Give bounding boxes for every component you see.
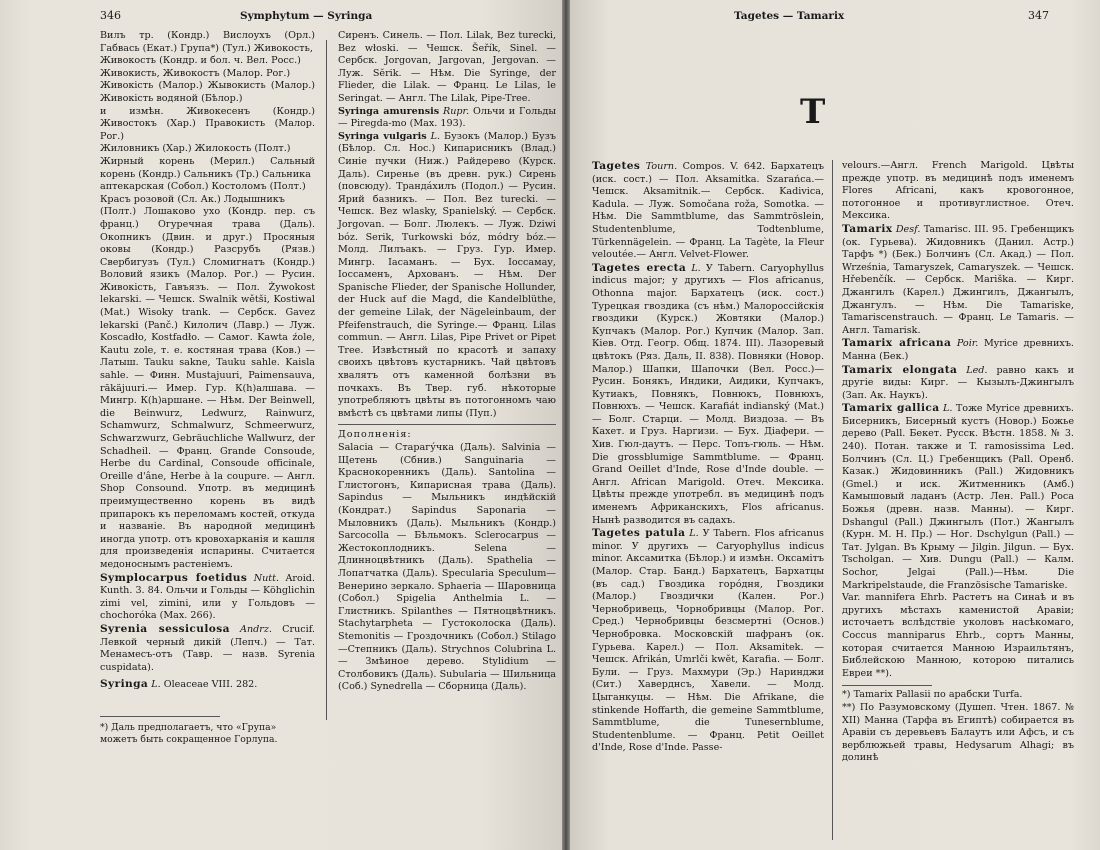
additions-text: Salacia — Старагу́чка (Даль). Salvinia — Щетень (Сбнив.) Sanguinaria — Краснокоренникъ (Даль). Santolina — Глистогонъ, Кипарисная трава (Даль). Sapindus — Мыльникъ индѣйскiй (Кондрат.) Sapindus Saponaria — Мыловникъ (Даль). Мыльникъ (Кондр.) Sarcocolla — Бѣльмокъ. Sclerocarpus — Жестокоплодникъ. Selena — Длинноцвѣтникъ (Даль). Spathelia — Лопатчатка (Даль). Specularia Speculum—Венерино зеркало. Sphaeria — Шаровница (Собол.) Spigelia Anthelmia L. — Глистникъ. Spilanthes — Пятноцвѣтникъ. Stachytarpheta — Густоколоска (Даль). Stemonitis — Гроздочникъ (Собол.) Stilago—Степникъ (Даль). Strychnos Colubrina L. — Змѣиное дерево. Stylidium — Столбовикъ (Даль). Subularia — Шильница (Соб.) Synedrella — Сборница (Даль). [338, 442, 556, 693]
running-head: Tagetes — Tamarix [734, 10, 845, 22]
symphytum-synonyms: и измѣн. Живокесенъ (Кондр.) Живостокъ (Хар.) Правокисть (Малор. Рог.) [100, 105, 315, 142]
entry-author: L. [689, 528, 699, 540]
dictionary-entry [100, 623, 315, 674]
dictionary-entry [842, 337, 1074, 363]
entry-text: Var. mannifera Ehrb. Растетъ на Синаѣ и въ другихъ мѣстахъ каменистой Аравiи; источаетъ вслѣдствiе уколовъ насѣкомаго, Coccus manniparus Ehrb., сортъ Манны, которая считается Манною Израильтянъ, Библейскою Манною, которою питались Евреи **). [842, 592, 1074, 679]
symphytum-synonyms: Жирный корень (Мерил.) Сальный корень (Кондр.) Сальникъ (Тр.) Сальника [100, 155, 315, 180]
entry-author: Desf. [895, 223, 921, 235]
entry-headword: Tagetes erecta [592, 261, 687, 274]
symphytum-synonyms: Живокисть, Живокостъ (Малор. Рог.) [100, 67, 291, 79]
column-rule [326, 40, 327, 720]
entry-text: Tamarisc. III. 95. Гребенщикъ (ок. Гурьева). Жидовникъ (Данил. Астр.) Тарфъ *) (Бек.) Болчинъ (Сл. Акад.) — Пол. Września, Tamaryszek, Camaryszek. — Чешск. Hřebenčík. — Сербск. Mariška. — Кирг. Джангилъ (Карел.) Джингилъ, Джангылъ, Джангулъ. — Нѣм. Die Tamariske, Tamariscenstrauch. — Франц. Le Tamaris. — Англ. Tamarisk. [842, 223, 1074, 336]
dictionary-entry [842, 223, 1074, 337]
footnote-rule [842, 685, 932, 686]
entry-author: L. [430, 130, 441, 142]
right-column-1 [592, 160, 824, 755]
entry-text: Crucif. Левкой черный дикiй (Лепч.) — Тат. Менамесъ-отъ (Тавр. — назв. Syrenia cuspidata). [100, 623, 315, 673]
right-column-2 [842, 160, 1074, 765]
footnote-text: *) Даль предполагаетъ, что «Група» можетъ быть сокращенное Горлупа. [100, 722, 278, 745]
dictionary-entry [592, 160, 824, 262]
entry-headword: Tagetes [592, 160, 641, 172]
footnote-text: **) По Разумовскому (Душеп. Чтен. 1867. № XII) Манна (Тарфа въ Египтѣ) собирается въ Аравiи съ деревьевъ Балаутъ или Афсъ, и съ верблюжьей травы, Hedysarum Alhagi; въ долинѣ [842, 701, 1074, 764]
tagetes-continuation: velours.—Англ. French Marigold. Цвѣты прежде употр. въ медицинѣ подъ именемъ Flores Africani, какъ кровогонное, потогонное и противуглистное. Отеч. Мексика. [842, 160, 1074, 222]
dictionary-entry [100, 572, 315, 623]
entry-headword: Tamarix [842, 222, 893, 235]
dictionary-entry [842, 402, 1074, 592]
entry-text: Oleaceae VIII. 282. [163, 679, 258, 691]
entry-headword: Syringa amurensis [338, 105, 440, 117]
entry-headword: Tamarix africana [842, 337, 952, 350]
dictionary-entry [592, 527, 824, 755]
entry-text: Myrice древнихъ. Манна (Бек.) [842, 338, 1074, 362]
entry-author: Led. [966, 364, 988, 376]
entry-author: Andrz. [240, 623, 272, 635]
entry-text: Тоже Myrice древнихъ. Бисерникъ, Бисерный кустъ (Новор.) Божье дерево (Pall. Бекет. Русск. Вѣстн. 1858. № 3. 240). Потан. также и T. ramosissima Led. Болчинъ (Сл. Ц.) Гребенщикъ (Pall. Оренб. Казак.) Жидовинникъ (Pall.) Жидовникъ (Gmel.) и иск. Житменникъ (Амб.) Камышовый ладанъ (Астр. Лен. Pall.) Роса Божья (древн. назв. Манны). — Кирг. Dshangul (Pall.) Джингылъ (Пот.) Жангылъ (Курн. М. Н. Пр.) — Ног. Dschylgun (Pall.) — Тат. Jylgan. Въ Крыму — Jilgin. Jilgun. — Бух. Tscholgan. — Хив. Dungu (Pall.) — Калм. Sochor, Jelgai (Pall.)—Нѣм. Die Markripelstaude, die Französische Tamariske. [842, 403, 1074, 591]
additions-heading: Дополненiя: [338, 429, 412, 441]
symphytum-synonyms: Красъ розовой (Сл. Ак.) Лодышникъ [100, 193, 285, 205]
entry-text: Бузокъ (Малор.) Бузъ (Бѣлор. Сл. Нос.) Кипарисникъ (Влад.) Синiе пучки (Ниж.) Райдерево (Курск. Даль). Сиренье (въ древн. рук.) Сирень (повсюду). Транда́хилъ (Подол.) — Русин. Ярий базникъ. — Пол. Bez turecki. — Чешск. Bez wlasky, Spanielský. — Сербск. Jorgovan. — Болг. Люлекъ. — Луж. Dziwi bóz. Serik, Turkowski bóz, módry bóz.— Молд. Лилъакъ. — Груз. Гур. Имер. Мингр. Iасаманъ. — Бух. Iоссамау, Iоссаменъ, Архованъ. — Нѣм. Der Spanische Flieder, der Spanische Hollunder, der Huck auf die Magd, die Kandelblüthe, der gemeine Lilak, der Nägeleinbaum, der Pfeifenstrauch, die Syringe.— Франц. Lilas commun. — Англ. Lilas, Pipe Privet or Pipet Tree. Извѣстный по красотѣ и запаху своихъ цвѣтовъ кустарникъ. Чай цвѣтовъ хвалятъ отъ каменной болѣзни въ почкахъ. Въ Твер. губ. нѣкоторые употребляютъ цвѣты въ потогонномъ чаю вмѣстѣ съ цвѣтами липы (Пуп.) [338, 130, 556, 419]
symphytum-synonyms: Живокiсть (Малор.) Жывокисть (Малор.) Живокiсть водяной (Бѣлор.) [100, 80, 315, 104]
entry-headword: Syrenia sessiculosa [100, 622, 230, 635]
entry-text: Aroid. Kunth. 3. 84. Ольчи и Гольды — Köhglichin zimi vel, zimini, или у Гольдовъ — chochoróka (Max. 266). [100, 572, 315, 622]
footnote-text: *) Tamarix Pallasii по арабски Turfa. [842, 689, 1023, 701]
entry-text: У Tabern. Caryophyllus indicus major; у другихъ — Flos africanus, Othonna major. Бархатецъ (иск. сост.) Турецкая гвоздика (съ нѣм.) Малороссiйскiя гвоздики (Курск.) Жовтяки (Малор.) Купчакъ (Малор. Рог.) Купчик (Малор. Зап. Кiев. Отд. Геогр. Общ. 1874. III). Лазоревый цвѣтокъ (Ряз. Даль, II. 838). Повняки (Новор. Малор.) Шапки, Шапочки (Вел. Росс.)—Русин. Бонякъ, Индики, Аидики, Купчакъ, Кутиакъ, Повнякъ, Повнюкъ, Повнюхъ, Повнюхъ. — Чешск. Karafiát indianský (Mat.) — Болг. Старци. — Молд. Виздоза. — Въ Кахет. и Груз. Наргизи. — Бух. Дiафери. — Хив. Гюл-даутъ. — Перс. Топъ-гюль. — Нѣм. Die grossblumige Sammtblume. — Франц. Grand Oeillet d'Inde, Rose d'Inde double. — Англ. African Marigold. Отеч. Мексика. Цвѣты прежде употребл. въ медицинѣ подъ именемъ Африканскихъ, Flos africanus. Нынѣ разводится въ садахъ. [592, 262, 824, 526]
entry-author: Poir. [956, 338, 979, 350]
entry-text: У Tabern. Flos africanus minor. У другихъ — Caryophyllus indicus minor. Аксамитка (Бѣлор.) и измѣн. Оксамiтъ (Малор. Стар. Банд.) Бархатецъ, Бархатцы (въ сад.) Гвоздика горо́дня, Гвоздики (Малор.) Гвоздички (Кален. Рог.) Чернобривець, Чорнобривцы (Малор. Рог. Сред.) Чернобривцы безсмертні (Основ.) Чернобровка. Московскiй шафранъ (ок. Гурьева. Карел.) — Пол. Aksamitek. — Чешск. Afrikán, Umrlči kwĕt, Karafia. — Болг. Були. — Груз. Махмури (Эр.) Наринджи (Сит.) Хаверднсъ, Хавели. — Молд. Цыганкуцы. — Нѣм. Die Afrikane, die stinkende Hoffarth, die gemeine Sammtblume, Sammtblume, die Tunesernblume, Studentenblume. — Франц. Petit Oeillet d'Inde, Rose d'Inde. Passe- [592, 528, 824, 754]
dictionary-entry [592, 262, 824, 527]
symphytum-synonyms: (Полт.) Лошаково ухо (Кондр. пер. съ франц.) Огуречная трава (Даль). Окопникъ (Двин. и друг.) Просяныя оковы (Кондр.) Разсрубъ (Рязв.) Свербигузъ (Тул.) Сломигнатъ (Кондр.) Воловий язикъ (Малор. Рог.) — Русин. Живокiсть, Гавъязъ. — Пол. Żywokost lekarski. — Чешск. Swalnik wětši, Kostiwal (Mat.) Wisoky trank. — Сербск. Gavez lekarski (Panč.) Килолич (Лавр.) — Луж. Koscadło, Kostfadło. — Самог. Kawta źole, Kautu zole, т. е. костяная трава (Ков.) — Латыш. Tauku sakne, Tauku sahle. Kaisla sahle. — Финн. Mustajuuri, Paimensauva, rākäjuuri.— Имер. Гур. К(h)алшава. — Мингр. К(h)аршане. — Нѣм. Der Beinwell, die Beinwurz, Ledwurz, Rainwurz, Schamwurz, Schmalwurz, Schmeerwurz, Schwarzwurz, Gebräuchliche Wallwurz, der Schadheil. — Франц. Grande Consoude, Herbe du Cardinal, Consoude officinale, Oreille d'âne, Herbe à la coupure. — Англ. Shop Consound. Употр. въ медицинѣ преимущественно корень въ видѣ припарокъ къ переломамъ костей, откуда и названiе. Въ народной медицинѣ иногда употр. отъ кровохарканiя и кашля для произведенiя испарины. Считается медоноснымъ растенiемъ. [100, 206, 315, 570]
symphytum-synonyms: аптекарская (Собол.) Костоломъ (Полт.) [100, 181, 306, 193]
dictionary-entry [100, 678, 315, 692]
left-column-1 [100, 30, 315, 692]
entry-author: L. [691, 262, 701, 274]
page-number: 347 [1028, 9, 1049, 22]
footnote [100, 722, 315, 746]
dictionary-entry [842, 592, 1074, 680]
entry-headword: Tagetes patula [592, 527, 686, 540]
entry-author: Tourn. [645, 161, 678, 172]
column-rule [832, 160, 833, 840]
entry-headword: Symplocarpus foetidus [100, 571, 248, 584]
section-letter: T [800, 92, 826, 132]
entry-text: Ольчи и Гольды — Piregda-mo (Max. 193). [338, 105, 556, 130]
running-head: Symphytum — Syringa [240, 10, 373, 22]
entry-author: L. [151, 679, 161, 691]
right-page [570, 0, 1100, 850]
page-number: 346 [100, 9, 121, 22]
dictionary-entry [338, 106, 556, 131]
entry-headword: Tamarix elongata [842, 363, 958, 376]
entry-text: равно какъ и другiе виды: Кирг. — Кызылъ-Джингылъ (Зап. Ак. Наукъ). [842, 364, 1074, 401]
entry-author: L. [943, 403, 953, 415]
entry-author: Nutt. [253, 572, 280, 584]
entry-headword: Syringa vulgaris [338, 130, 427, 142]
left-column-2 [338, 30, 556, 694]
entry-text: Compos. V. 642. Бархатецъ (иск. сост.) — Пол. Aksamitka. Szarańca.— Чешск. Aksamitnik.— Сербск. Kadivica, Kadula. — Луж. Somočana roža, Somotka. — Нѣм. Die Sammtblume, das Sammtröslein, Studentenblume, Todtenblume, Türkennägelein. — Франц. La Tagète, la Fleur veloutée.— Англ. Velvet-Flower. [592, 161, 824, 261]
syringa-synonyms: Сиренъ. Синель. — Пол. Lilak, Bez turecki, Bez włoski. — Чешск. Šeřík, Sinel. — Сербск. Jorgovan, Jargovan, Jergovan. — Луж. Sĕrik. — Нѣм. Die Syringe, der Flieder, die Lilak. — Франц. Le Lilas, le Seringat. — Англ. The Lilak, Pipe-Tree. [338, 30, 556, 104]
section-rule [338, 424, 556, 425]
book-gutter [562, 0, 570, 850]
dictionary-entry [338, 131, 556, 421]
entry-author: Rupr. [443, 105, 470, 117]
entry-headword: Tamarix gallica [842, 402, 940, 415]
symphytum-synonyms: Живокость (Кондр. и бол. ч. Вел. Росс.) [100, 55, 301, 67]
entry-headword: Syringa [100, 678, 149, 691]
symphytum-synonyms: Вилъ тр. (Кондр.) Вислоухъ (Орл.) Габвась (Екат.) Група*) (Тул.) Живокость, [100, 30, 315, 54]
footnote-rule [100, 716, 220, 717]
symphytum-synonyms: Жиловникъ (Хар.) Жилокость (Полт.) [100, 143, 291, 155]
dictionary-entry [842, 364, 1074, 403]
